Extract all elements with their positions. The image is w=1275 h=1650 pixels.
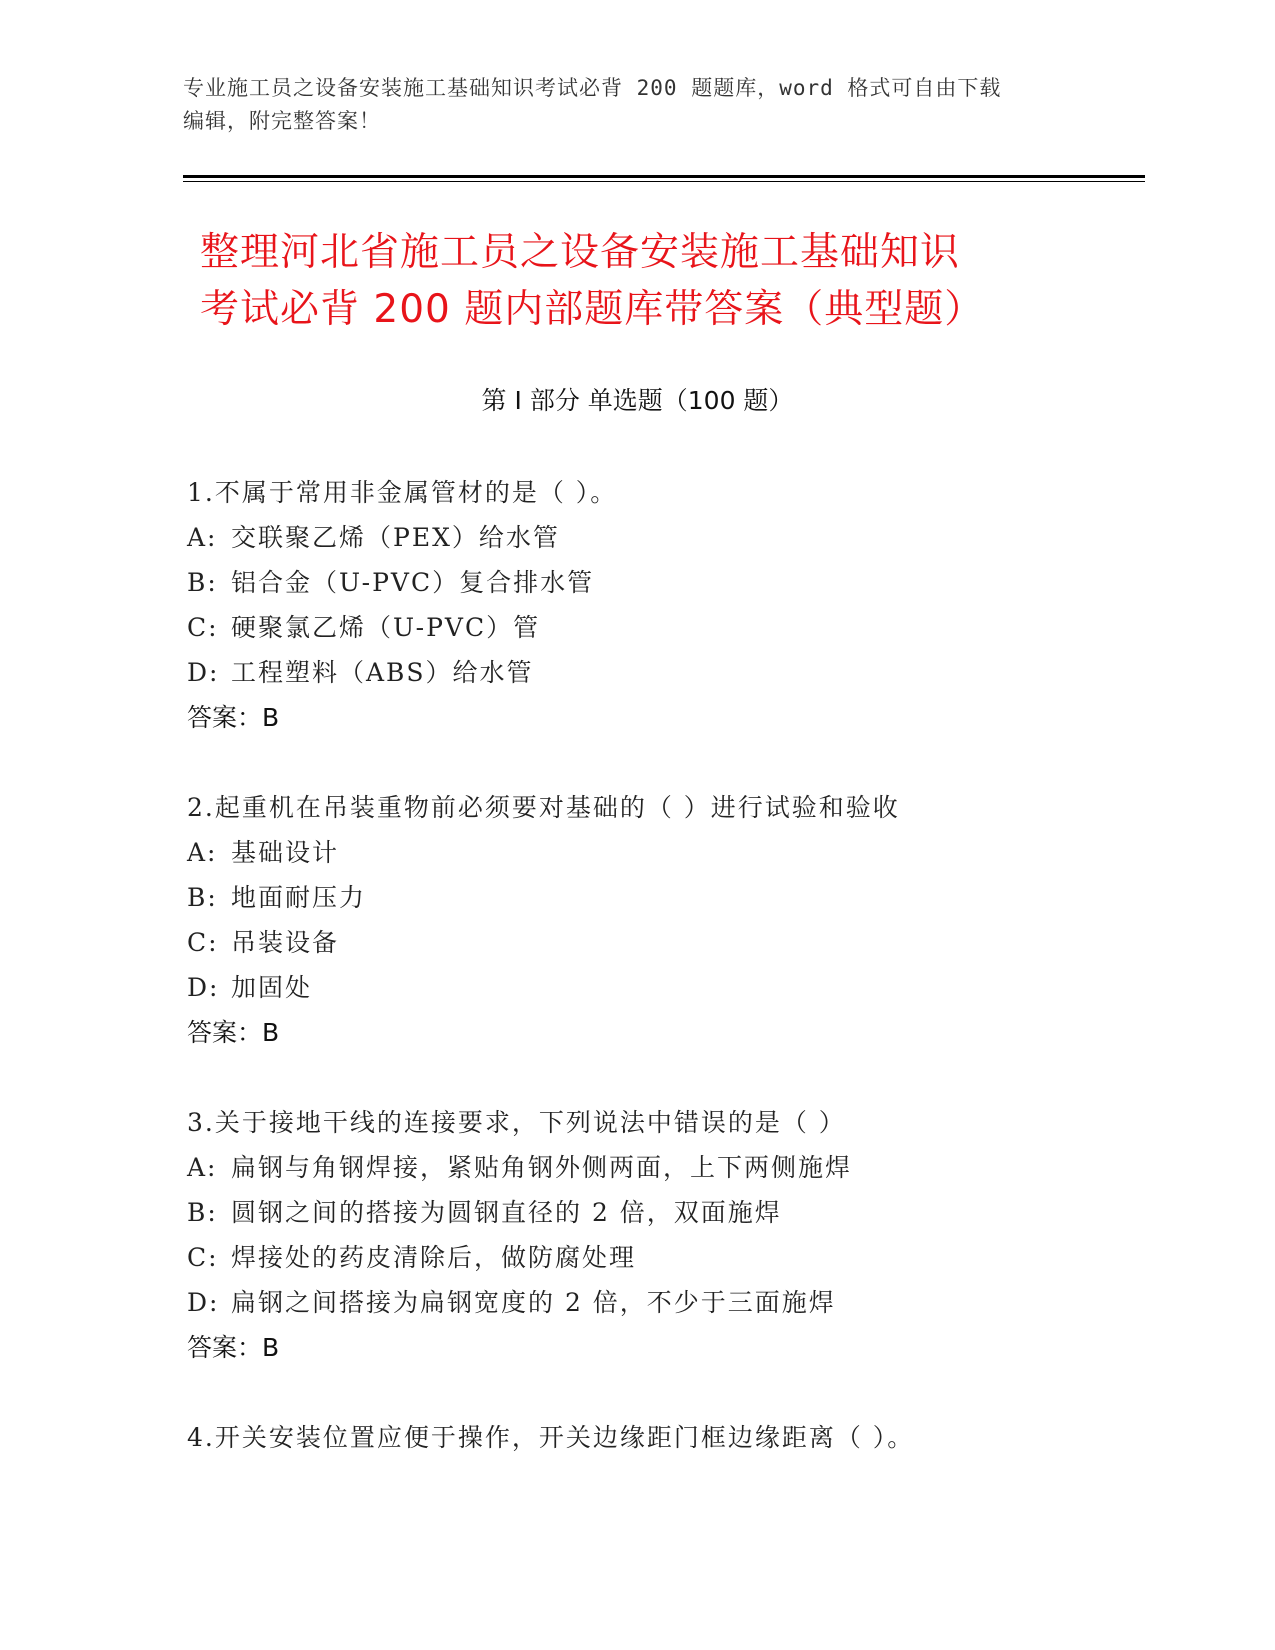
header-divider-thick: [183, 175, 1145, 178]
option-b: [187, 875, 1137, 920]
option-letter: D:: [187, 1288, 220, 1317]
option-text: 焊接处的药皮清除后，做防腐处理: [231, 1243, 637, 1272]
section-title: 第 I 部分 单选题（100 题）: [481, 386, 794, 415]
header-note: [183, 72, 1063, 138]
option-c: [187, 920, 1137, 965]
document-title-line-1: 整理河北省施工员之设备安装施工基础知识: [200, 230, 961, 275]
question-stem: 3.关于接地干线的连接要求，下列说法中错误的是（ ）: [187, 1108, 846, 1137]
option-letter: A:: [187, 838, 218, 867]
option-letter: B:: [187, 1198, 218, 1227]
option-c: [187, 605, 1137, 650]
answer: 答案：B: [187, 703, 280, 732]
option-letter: D:: [187, 973, 220, 1002]
option-letter: A:: [187, 1153, 218, 1182]
header-divider-thin: [183, 181, 1145, 182]
option-a: [187, 515, 1137, 560]
question-stem: 4.开关安装位置应便于操作，开关边缘距门框边缘距离（ ）。: [187, 1423, 915, 1452]
answer: 答案：B: [187, 1333, 280, 1362]
option-text: 硬聚氯乙烯（U-PVC）管: [231, 613, 541, 642]
option-text: 扁钢之间搭接为扁钢宽度的 2 倍，不少于三面施焊: [231, 1288, 836, 1317]
option-text: 工程塑料（ABS）给水管: [231, 658, 534, 687]
question-2: [187, 785, 1137, 1055]
header-note-line-2: 编辑，附完整答案！: [183, 109, 381, 133]
option-text: 扁钢与角钢焊接，紧贴角钢外侧两面，上下两侧施焊: [231, 1153, 853, 1182]
question-3: [187, 1100, 1137, 1370]
option-letter: B:: [187, 883, 218, 912]
option-text: 圆钢之间的搭接为圆钢直径的 2 倍，双面施焊: [231, 1198, 782, 1227]
option-text: 加固处: [231, 973, 313, 1002]
option-d: [187, 1280, 1137, 1325]
option-a: [187, 1145, 1137, 1190]
option-a: [187, 830, 1137, 875]
question-list: [187, 470, 1137, 1505]
option-letter: C:: [187, 613, 219, 642]
option-letter: B:: [187, 568, 218, 597]
option-c: [187, 1235, 1137, 1280]
option-b: [187, 1190, 1137, 1235]
answer: 答案：B: [187, 1018, 280, 1047]
option-text: 铝合金（U-PVC）复合排水管: [231, 568, 595, 597]
option-b: [187, 560, 1137, 605]
question-stem: 1.不属于常用非金属管材的是（ ）。: [187, 478, 618, 507]
option-text: 交联聚乙烯（PEX）给水管: [231, 523, 560, 552]
question-4: [187, 1415, 1137, 1460]
header-note-line-1: 专业施工员之设备安装施工基础知识考试必背 200 题题库，word 格式可自由下载: [183, 76, 1002, 100]
option-letter: A:: [187, 523, 218, 552]
option-text: 吊装设备: [231, 928, 340, 957]
option-letter: C:: [187, 1243, 219, 1272]
option-letter: D:: [187, 658, 220, 687]
option-text: 基础设计: [231, 838, 340, 867]
document-title-line-2: 考试必背 200 题内部题库带答案（典型题）: [200, 287, 985, 332]
option-d: [187, 965, 1137, 1010]
option-d: [187, 650, 1137, 695]
option-text: 地面耐压力: [231, 883, 367, 912]
option-letter: C:: [187, 928, 219, 957]
question-stem: 2.起重机在吊装重物前必须要对基础的（ ）进行试验和验收: [187, 793, 900, 822]
question-1: [187, 470, 1137, 740]
document-title: [200, 224, 1120, 338]
